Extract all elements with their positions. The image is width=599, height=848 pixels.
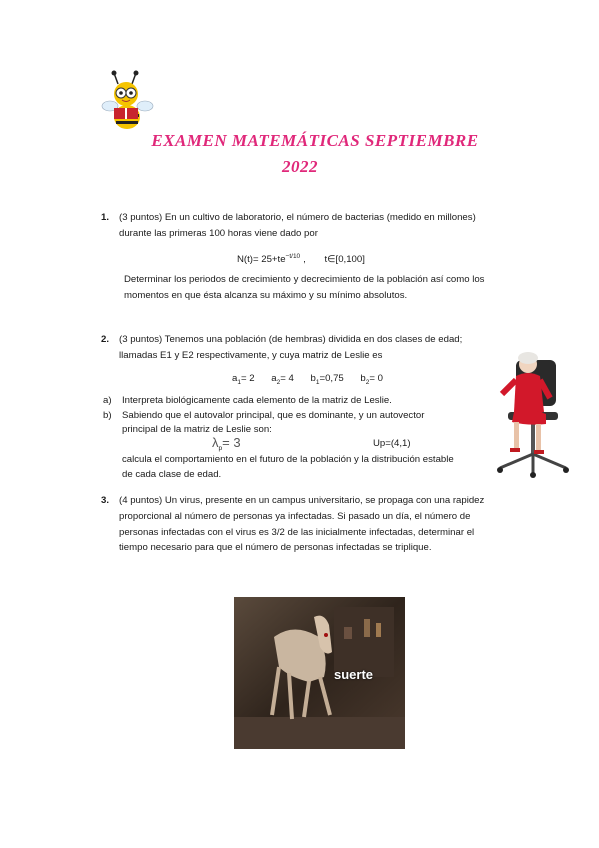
q3-line-2: proporcional al número de personas ya infectadas. Si pasado un día, el número de <box>119 511 471 522</box>
q1-body-2: momentos en que ésta alcanza su máximo y su mínimo absolutos. <box>124 290 408 301</box>
lambda-value: = 3 <box>222 435 241 450</box>
q3-number: 3. <box>101 495 110 506</box>
q1-body-1: Determinar los periodos de crecimiento y decrecimiento de la población así como los <box>124 274 485 285</box>
bee-mascot-icon <box>100 70 155 132</box>
q1-formula-domain: t∈[0,100] <box>324 254 365 266</box>
eigenvalue <box>212 436 241 456</box>
q1-formula-sep: , <box>303 254 306 266</box>
eigenvector: Up=(4,1) <box>373 438 411 449</box>
grandma-chair-image <box>488 350 570 478</box>
q2a-label: a) <box>103 395 112 406</box>
exam-year: 2022 <box>282 157 318 176</box>
lambda-sub: p <box>218 444 223 452</box>
q2-number: 2. <box>101 334 110 345</box>
q2b-line-2: principal de la matriz de Leslie son: <box>122 424 272 435</box>
q1-formula <box>237 251 365 266</box>
q2b-label: b) <box>103 410 112 421</box>
q2-line-1: (3 puntos) Tenemos una población (de hembras) dividida en dos clases de edad; <box>119 334 463 345</box>
q1-line-1: (3 puntos) En un cultivo de laboratorio, el número de bacterias (medido en millones) <box>119 212 476 223</box>
param-b1: $b_1=0,75$ <box>310 373 344 386</box>
param-a1: $a_1= 2$ <box>232 373 255 386</box>
leslie-params <box>232 373 383 389</box>
q2b-tail-2: de cada clase de edad. <box>122 469 222 480</box>
q2b-tail-1: calcula el comportamiento en el futuro de la población y la distribución estable <box>122 454 454 465</box>
q1-line-2: durante las primeras 100 horas viene dado por <box>119 228 318 239</box>
meme-caption: suerte <box>334 667 374 682</box>
q2-line-2: llamadas E1 y E2 respectivamente, y cuya matriz de Leslie es <box>119 350 383 361</box>
q1-formula-exponent: −t/10 <box>285 253 301 260</box>
exam-title: EXAMEN MATEMÁTICAS SEPTIEMBRE <box>151 131 479 150</box>
param-b2: $b_2= 0$ <box>360 373 383 386</box>
q2b-line-1: Sabiendo que el autovalor principal, que es dominante, y un autovector <box>122 410 425 421</box>
q2a-text: Interpreta biológicamente cada elemento de la matriz de Leslie. <box>122 395 392 406</box>
q3-line-1: (4 puntos) Un virus, presente en un campus universitario, se propaga con una rapidez <box>119 495 485 506</box>
q3-line-3: personas infectadas con el virus es 3/2 de las inicialmente infectadas, determinar el <box>119 527 475 538</box>
q1-number: 1. <box>101 212 110 223</box>
q3-line-4: tiempo necesario para que el número de personas infectadas se triplique. <box>119 542 432 553</box>
lambda-symbol: λ <box>212 435 219 450</box>
param-a2: $a_2= 4$ <box>271 373 294 386</box>
q1-formula-main: N(t)= 25+te <box>237 254 286 266</box>
good-luck-meme-image <box>234 597 405 749</box>
